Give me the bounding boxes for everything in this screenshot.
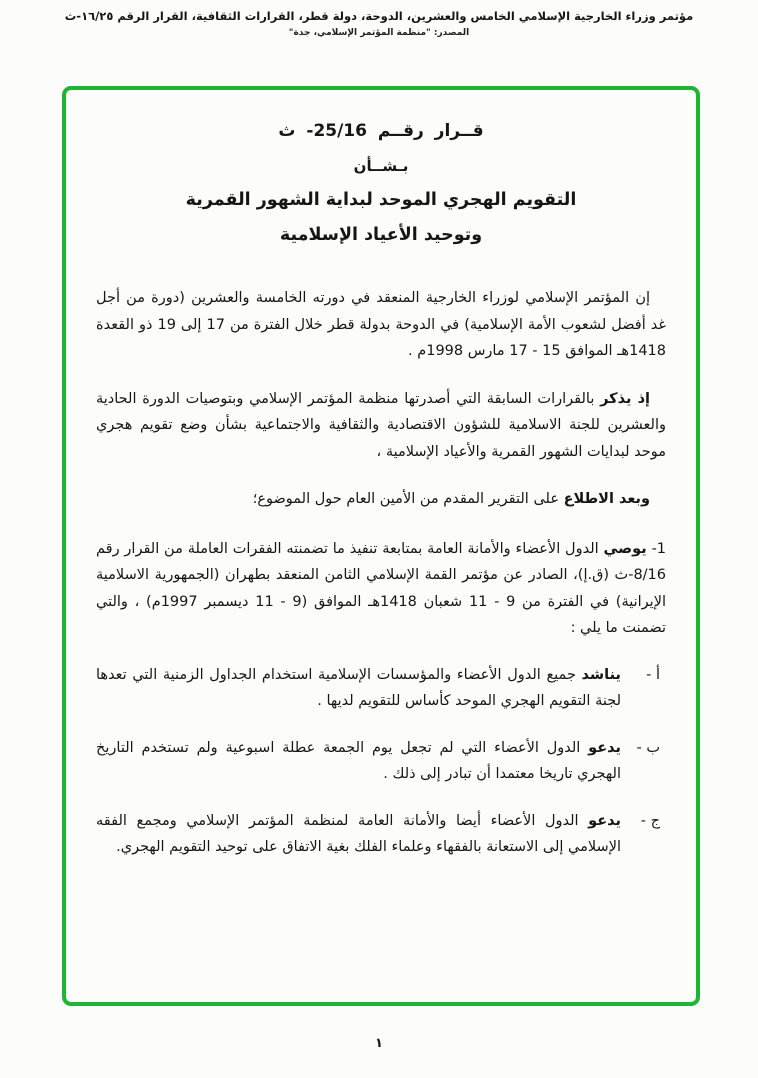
resolution-title-block <box>96 120 666 247</box>
recalling-lead: إذ يذكر <box>600 390 651 407</box>
review-text: على التقرير المقدم من الأمين العام حول الموضوع؛ <box>252 491 559 508</box>
item-1-lead: يوصي <box>603 540 647 557</box>
sub-item-ba-lead: يدعو <box>588 739 621 756</box>
item-1-number-marker: 1- <box>651 540 667 557</box>
sub-item-alef-text: جميع الدول الأعضاء والمؤسسات الإسلامية استخدام الجداول الزمنية التي تعدها لجنة التقويم الهجري الموحد كأساس للتقويم لديها . <box>96 666 621 710</box>
resolution-regarding-title: بـشــأن <box>353 156 409 175</box>
resolution-number-title: قــرار رقــم 25/16- ث <box>278 121 484 141</box>
review-lead: وبعد الاطلاع <box>563 491 650 508</box>
resolution-highlight-box <box>62 86 700 1006</box>
sub-item-jeem-lead: يدعو <box>588 812 621 829</box>
sub-item-ba-body <box>96 735 621 788</box>
document-header <box>0 0 758 38</box>
sub-item-alef-marker: أ - <box>646 666 660 683</box>
header-source-line: المصدر: "منظمة المؤتمر الإسلامي، جدة" <box>288 28 470 38</box>
sub-item-jeem <box>96 808 666 861</box>
header-conference-line: مؤتمر وزراء الخارجية الإسلامي الخامس والعشرين، الدوحة، دولة قطر، القرارات الثقافية، القرار الرقم ١٦/٢٥-ث <box>64 9 694 23</box>
sub-item-jeem-text: الدول الأعضاء أيضا والأمانة العامة لمنظمة المؤتمر الإسلامي ومجمع الفقه الإسلامي إلى الاستعانة بالفقهاء وعلماء الفلك بغية الاتفاق على توحيد التقويم الهجري. <box>96 812 621 856</box>
sub-item-alef-body <box>96 662 621 715</box>
item-1-text: الدول الأعضاء والأمانة العامة بمتابعة تنفيذ ما تضمنته الفقرات العاملة من القرار رقم 8/16-ث (ق.إ)، الصادر عن مؤتمر القمة الإسلامي الثامن المنعقد بطهران (الجمهورية الاسلامية الإيرانية) في الفترة من 9 - 11 شعبان 1418هـ الموافق (9 - 11 ديسمبر 1997م) ، والتي تضمنت ما يلي : <box>96 540 666 637</box>
paragraph-preamble: إن المؤتمر الإسلامي لوزراء الخارجية المنعقد في دورته الخامسة والعشرين (دورة من أجل غد أفضل لشعوب الأمة الإسلامية) في الدوحة بدولة قطر خلال الفترة من 17 إلى 19 ذو القعدة 1418هـ الموافق 15 - 17 مارس 1998م . <box>96 290 666 360</box>
sub-item-alef <box>96 662 666 715</box>
sub-item-ba-marker: ب - <box>636 739 660 756</box>
resolution-subject-line-1: التقويم الهجري الموحد لبداية الشهور القمرية <box>185 190 577 211</box>
recalling-text: بالقرارات السابقة التي أصدرتها منظمة المؤتمر الإسلامي وبتوصيات الدورة الحادية والعشرين للجنة الاسلامية للشؤون الاقتصادية والثقافية والاجتماعية بشأن وضع تقويم هجري موحد لبدايات الشهور القمرية والأعياد الإسلامية ، <box>96 390 666 460</box>
resolution-subject-line-2: وتوحيد الأعياد الإسلامية <box>279 224 483 245</box>
sub-item-ba <box>96 735 666 788</box>
sub-item-jeem-body <box>96 808 621 861</box>
page-number: ١ <box>375 1036 383 1051</box>
sub-item-alef-lead: يناشد <box>581 666 621 683</box>
paragraph-having-reviewed <box>96 486 666 513</box>
sub-item-jeem-marker: ج - <box>640 812 660 829</box>
operative-item-1 <box>96 536 666 642</box>
paragraph-recalling <box>96 386 666 466</box>
sub-item-ba-text: الدول الأعضاء التي لم تجعل يوم الجمعة عطلة اسبوعية ولم تستخدم التاريخ الهجري تاريخا معتمدا أن تبادر إلى ذلك . <box>96 739 621 783</box>
